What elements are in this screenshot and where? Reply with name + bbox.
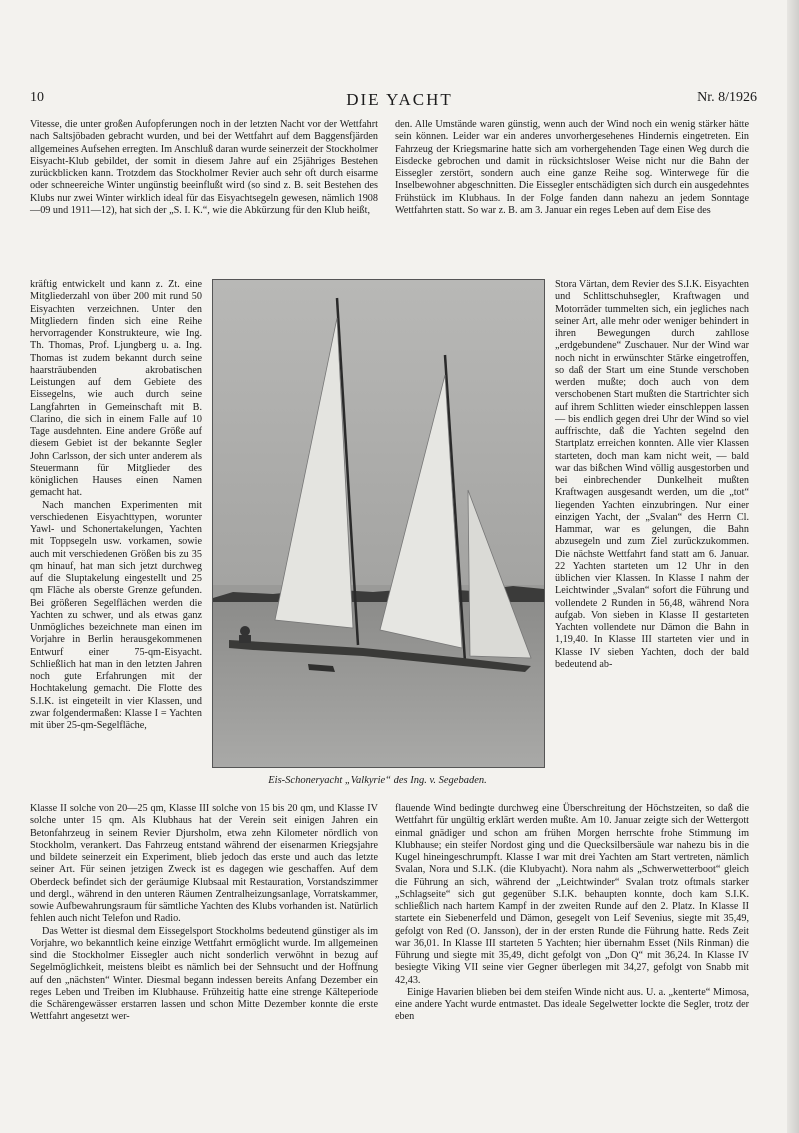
right-column-bottom-text bbox=[395, 803, 749, 1024]
paragraph: kräftig entwickelt und kann z. Zt. eine Mitgliederzahl von über 200 mit rund 50 Eisyachten verzeichnen. Unter den Mitgliedern finden sich eine Reihe hervorragender Konstrukteure, wie Ing. Th. Thomas, Prof. Ljungberg u. a. Ing. Thomas ist zudem bekannt durch seine haarsträubenden akrobatischen Leistungen auf dem Gebiete des Eissegelns, wie auch durch seine Langfahrten in Gemeinschaft mit B. Clarino, die sich in einem Falle auf 10 Tage ausdehnten. Eine andere Größe auf diesem Gebiet ist der bekannte Segler John Carlsson, der sich unter anderem als Steuermann für Mitglieder des königlichen Hauses einen Namen gemacht hat. bbox=[30, 279, 202, 499]
paragraph: Klasse II solche von 20—25 qm, Klasse III solche von 15 bis 20 qm, und Klasse IV solche unter 15 qm. Als Klubhaus hat der Verein seit einigen Jahren ein Betonfahrzeug in seinem Revier Djursholm, etwa zehn Kilometer nördlich von Stockholm, verankert. Das Fahrzeug entstand während der eisenarmen Kriegsjahre und bildete seinerzeit ein Experiment, blieb jedoch das erste und auch das letzte seiner Art. Für seinen jetzigen Zweck ist es dagegen wie geschaffen. Auf dem Oberdeck befindet sich der geräumige Klubsaal mit Restauration, Vorstandszimmer und dergl., während in den unteren Räumen Zentralheizungsanlage, Vorratskammer, sowie Aufbewahrungsraum für sämtliche Yachten des Klubs vorhanden ist. Natürlich fehlen auch nicht Telefon und Radio. bbox=[30, 803, 378, 925]
right-column-beside-photo-text bbox=[555, 279, 749, 671]
photo-caption: Eis-Schoneryacht „Valkyrie“ des Ing. v. Segebaden. bbox=[268, 775, 487, 786]
ice-yacht-photo bbox=[212, 279, 545, 768]
right-column-top-text bbox=[395, 119, 749, 217]
ice-yacht-illustration bbox=[213, 280, 544, 767]
sky bbox=[213, 280, 544, 585]
paragraph: Vitesse, die unter großen Aufopferungen noch in der letzten Nacht vor der Wettfahrt nach Saltsjöbaden gebracht wurden, und bei der Wettfahrt auf dem Baggensfjärden allgemeines Aufsehen erregten. Im Anschluß daran wurde seinerzeit der Stockholmer Eisyacht-Klub gebildet, der somit in diesem Jahre auf ein 25jähriges Bestehen zurückblicken kann. Trotzdem das Stockholmer Revier auch sehr oft durch eisarme oder schneereiche Winter ungünstig beeinflußt wird (so sind z. B. seit Bestehen des Klubs nur zwei Winter wirklich ideal für das Eisyachtsegeln gewesen, nämlich 1908—09 und 1911—12), hat sich der „S. I. K.“, wie die Abkürzung für den Klub heißt, bbox=[30, 119, 378, 216]
paragraph: den. Alle Umstände waren günstig, wenn auch der Wind noch ein wenig stärker hätte sein können. Leider war ein anderes unvorhergesehenes Hindernis eingetreten. Ein Fahrzeug der Kriegsmarine hatte sich am vorhergehenden Tage einen Weg durch die Eisdecke gebrochen und damit in rücksichtsloser Weise nicht nur die Bahn der Eissegler zerstört, sondern auch eine ganze Reihe sog. Winterwege für die Inselbewohner abgeschnitten. Die Eissegler entschädigten sich durch ein ausgedehntes Frühstück im Klubhaus. In der Folge fanden dann nahezu an jedem Sonntage Wettfahrten statt. So war z. B. am 3. Januar ein reges Leben auf dem Eise des bbox=[395, 119, 749, 216]
paragraph: flauende Wind bedingte durchweg eine Überschreitung der Höchstzeiten, so daß die Wettfahrt für ungültig erklärt werden mußte. Am 10. Januar zeigte sich der Wettergott einmal gnädiger und schon am frühen Morgen herrschte frohe Stimmung im Klubhause; ein steifer Nordost ging und die Quecksilbersäule war nahezu bis in die Kugel hineingeschrumpft. Klasse I war mit drei Yachten am Start vertreten, nämlich Svalan, Nora und S.I.K. (die Klubyacht). Nora nahm als „Schwerwetterboot“ gleich die Führung an sich, während der „Leichtwinder“ Svalan trotz oftmals starker „Schlagseite“ sich gut gegenüber S.I.K. behaupten konnte, doch kam S.I.K. schließlich nach hartem Kampf in der zweiten Runde auf den 2. Platz. In Klasse II startete ein Siebenerfeld und Dämon, gesegelt von Leif Sevenius, siegte mit 35,49, gefolgt von Red (O. Jansson), der in der ersten Runde die Führung hatte. Reds Zeit war 36,01. In Klasse III starteten 5 Yachten; hier übernahm Esset (Nils Rinman) die Führung und siegte mit 35,49, dicht gefolgt von „Don Q“ mit 36,24. In Klasse IV besiegte Viking VII seine vier Gegner überlegen mit 34,27, gefolgt von Snabb mit 42,43. bbox=[395, 803, 749, 986]
left-column-bottom-text bbox=[30, 803, 378, 1024]
left-column-top-text bbox=[30, 119, 378, 217]
magazine-title: DIE YACHT bbox=[346, 90, 453, 109]
helmsman bbox=[240, 626, 250, 636]
left-column-beside-photo-text bbox=[30, 279, 202, 732]
paragraph: Einige Havarien blieben bei dem steifen Winde nicht aus. U. a. „kenterte“ Mimosa, eine andere Yacht wurde entmastet. Das ideale Segelwetter lockte die Segler, trotz der eben bbox=[395, 986, 749, 1023]
helmsman-body bbox=[239, 635, 251, 643]
paragraph: Das Wetter ist diesmal dem Eissegelsport Stockholms bedeutend günstiger als im Vorjahre, wo bekanntlich keine einzige Wettfahrt ermöglicht wurde. Im allgemeinen sind die Stockholmer Eissegler auch nicht sonderlich verwöhnt in bezug auf Segelmöglichkeit, meistens bleibt es nämlich bei der Sehnsucht und der Hoffnung auf den „nächsten“ Winter. Diesmal begann indessen bereits Anfang Dezember ein reges Leben und Treiben im Klubhause. Frühzeitig hatte eine strenge Kälteperiode die Schärengewässer erstarren lassen und schon Mitte Dezember konnte die erste Wettfahrt angesetzt wer- bbox=[30, 925, 378, 1023]
issue-number: Nr. 8/1926 bbox=[697, 90, 757, 105]
page-number: 10 bbox=[30, 90, 44, 105]
page-binding-edge bbox=[787, 0, 799, 1133]
paragraph: Stora Värtan, dem Revier des S.I.K. Eisyachten und Schlittschuhsegler, Kraftwagen und Motorräder tummelten sich, ein jegliches nach seiner Art, alle mehr oder weniger behindert in ihren Bewegungen durch zahllose „erdgebundene“ Zuschauer. Nur der Wind war noch nicht in erwünschter Stärke eingetroffen, so daß der Start um eine Stunde verschoben werden mußte; doch auch von dem verschobenen Start mußten die Startrichter sich auf ihrem Schlitten wieder einschleppen lassen — bis endlich gegen drei Uhr der Wind so viel auffrischte, daß die Yachten segelnd den Startplatz erreichen konnten. Alle vier Klassen starteten, doch man kam nicht weit, — bald war das bißchen Wind völlig ausgestorben und bei einbrechender Dunkelheit mußten Kraftwagen ausgesandt werden, um die „tot“ liegenden Yachten einzubringen. Nur einer einzigen Yacht, der „Svalan“ des Herrn Cl. Hammar, war es gelungen, die Bahn abzusegeln und zum Ziel zurückzukommen. Die nächste Wettfahrt fand statt am 6. Januar. 22 Yachten starteten um 12 Uhr in den üblichen vier Klassen. In Klasse I nahm der Leichtwinder „Svalan“ sofort die Führung und vollendete 2 Runden in 56,48, während Nora aufgab. Von sieben in Klasse II gestarteten Yachten vollendete nur Dämon die Bahn in 1,19,40. In Klasse III starteten vier und in Klasse IV sieben Yachten, doch der bald bedeutend ab- bbox=[555, 279, 749, 670]
paragraph: Nach manchen Experimenten mit verschiedenen Eisyachttypen, worunter Yawl- und Schonertakelungen, Yachten mit Toppsegeln usw. vorkamen, sowie auch mit verschiedenen Größen bis zu 35 qm hinauf, hat man sich jetzt durchweg auf die Sluptakelung eingestellt und 25 qm Fläche als oberste Grenze gefunden. Bei größeren Segelflächen werden die Yachten zu schwer, und als etwas ganz Unmögliches bezeichnete man einen im Vorjahre in Berlin herausgekommenen Entwurf einer 75-qm-Eisyacht. Schließlich hat man in den letzten Jahren noch gute Erfahrungen mit der Hochtakelung gemacht. Die Flotte des S.I.K. ist eingeteilt in vier Klassen, und zwar folgendermaßen: Klasse I = Yachten mit über 25-qm-Segelfläche, bbox=[30, 499, 202, 731]
